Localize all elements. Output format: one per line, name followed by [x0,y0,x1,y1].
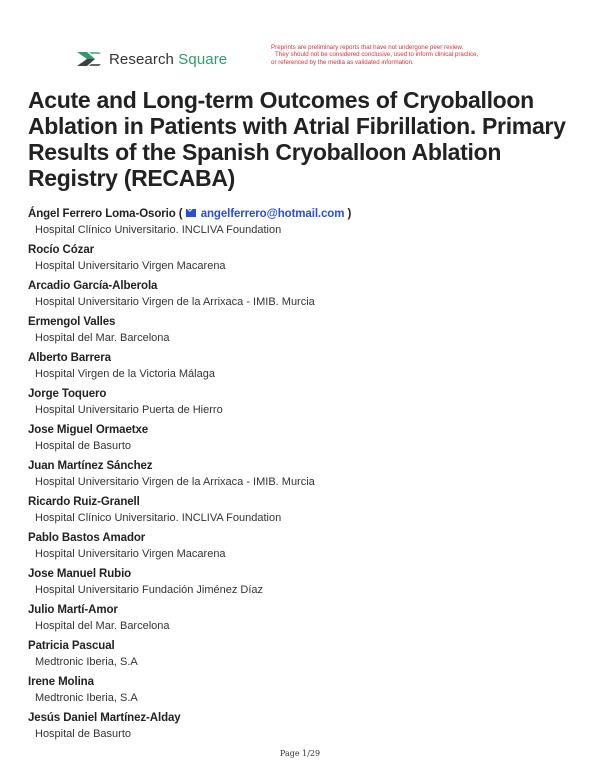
author-affiliation: Hospital de Basurto [35,440,131,452]
author-name: Jose Miguel Ormaetxe [28,424,149,436]
author-name: Pablo Bastos Amador [28,532,146,544]
author-name: Alberto Barrera [28,352,111,364]
envelope-icon [186,209,196,217]
author-name: Patricia Pascual [28,640,115,652]
author-name: Ricardo Ruiz-Granell [28,496,140,508]
preprint-disclaimer-line: Preprints are preliminary reports that have not undergone peer review. [271,44,464,51]
author-entry [28,674,573,710]
author-affiliation: Medtronic Iberia, S.A [35,692,138,704]
author-affiliation: Hospital del Mar. Barcelona [35,332,170,344]
preprint-disclaimer [271,44,541,66]
page-header [75,44,535,76]
author-name: Arcadio García-Alberola [28,280,158,292]
paper-title: Acute and Long-term Outcomes of Cryoballoon Ablation in Patients with Atrial Fibrillation. Primary Results of the Spanish Cryoballoon Ablation Registry (RECABA) [28,87,566,191]
author-name: Ángel Ferrero Loma-Osorio ( angelferrero@hotmail.com ) [28,208,352,220]
author-entry [28,710,573,746]
author-name: Ermengol Valles [28,316,116,328]
research-square-logo[interactable] [75,48,227,70]
author-affiliation: Hospital del Mar. Barcelona [35,620,170,632]
author-affiliation: Hospital Universitario Virgen de la Arrixaca - IMIB. Murcia [35,476,315,488]
author-entry [28,422,573,458]
author-entry [28,494,573,530]
author-name: Juan Martínez Sánchez [28,460,153,472]
page-number: Page 1/29 [279,749,321,758]
author-name: Jose Manuel Rubio [28,568,132,580]
author-name: Julio Martí-Amor [28,604,118,616]
author-affiliation: Hospital Virgen de la Victoria Málaga [35,368,215,380]
author-list [28,206,573,746]
author-entry [28,278,573,314]
research-square-logo-icon [75,48,103,70]
author-entry [28,638,573,674]
author-affiliation: Hospital Universitario Fundación Jiménez Díaz [35,584,264,596]
preprint-disclaimer-line: They should not be considered conclusive, used to inform clinical practice, [275,51,479,59]
corresponding-email-link[interactable]: angelferrero@hotmail.com [186,208,345,220]
author-affiliation: Hospital Universitario Virgen de la Arrixaca - IMIB. Murcia [35,296,315,308]
preprint-disclaimer-line: or referenced by the media as validated information. [271,58,414,66]
author-name: Jorge Toquero [28,388,107,400]
author-affiliation: Hospital Universitario Virgen Macarena [35,260,226,272]
author-entry [28,206,573,242]
author-affiliation: Hospital Universitario Puerta de Hierro [35,404,223,416]
author-entry [28,602,573,638]
author-entry [28,242,573,278]
author-entry [28,314,573,350]
author-entry [28,386,573,422]
author-affiliation: Hospital Clínico Universitario. INCLIVA Foundation [35,512,282,524]
author-name: Jesús Daniel Martínez-Alday [28,712,181,724]
author-name: Irene Molina [28,676,94,688]
author-name: Rocío Cózar [28,244,94,256]
author-affiliation: Hospital Clínico Universitario. INCLIVA Foundation [35,224,282,236]
author-affiliation: Medtronic Iberia, S.A [35,656,138,668]
author-affiliation: Hospital Universitario Virgen Macarena [35,548,226,560]
author-entry [28,566,573,602]
logo-wordmark: Research Square [109,50,228,68]
author-entry [28,350,573,386]
author-affiliation: Hospital de Basurto [35,728,131,740]
author-entry [28,530,573,566]
author-entry [28,458,573,494]
